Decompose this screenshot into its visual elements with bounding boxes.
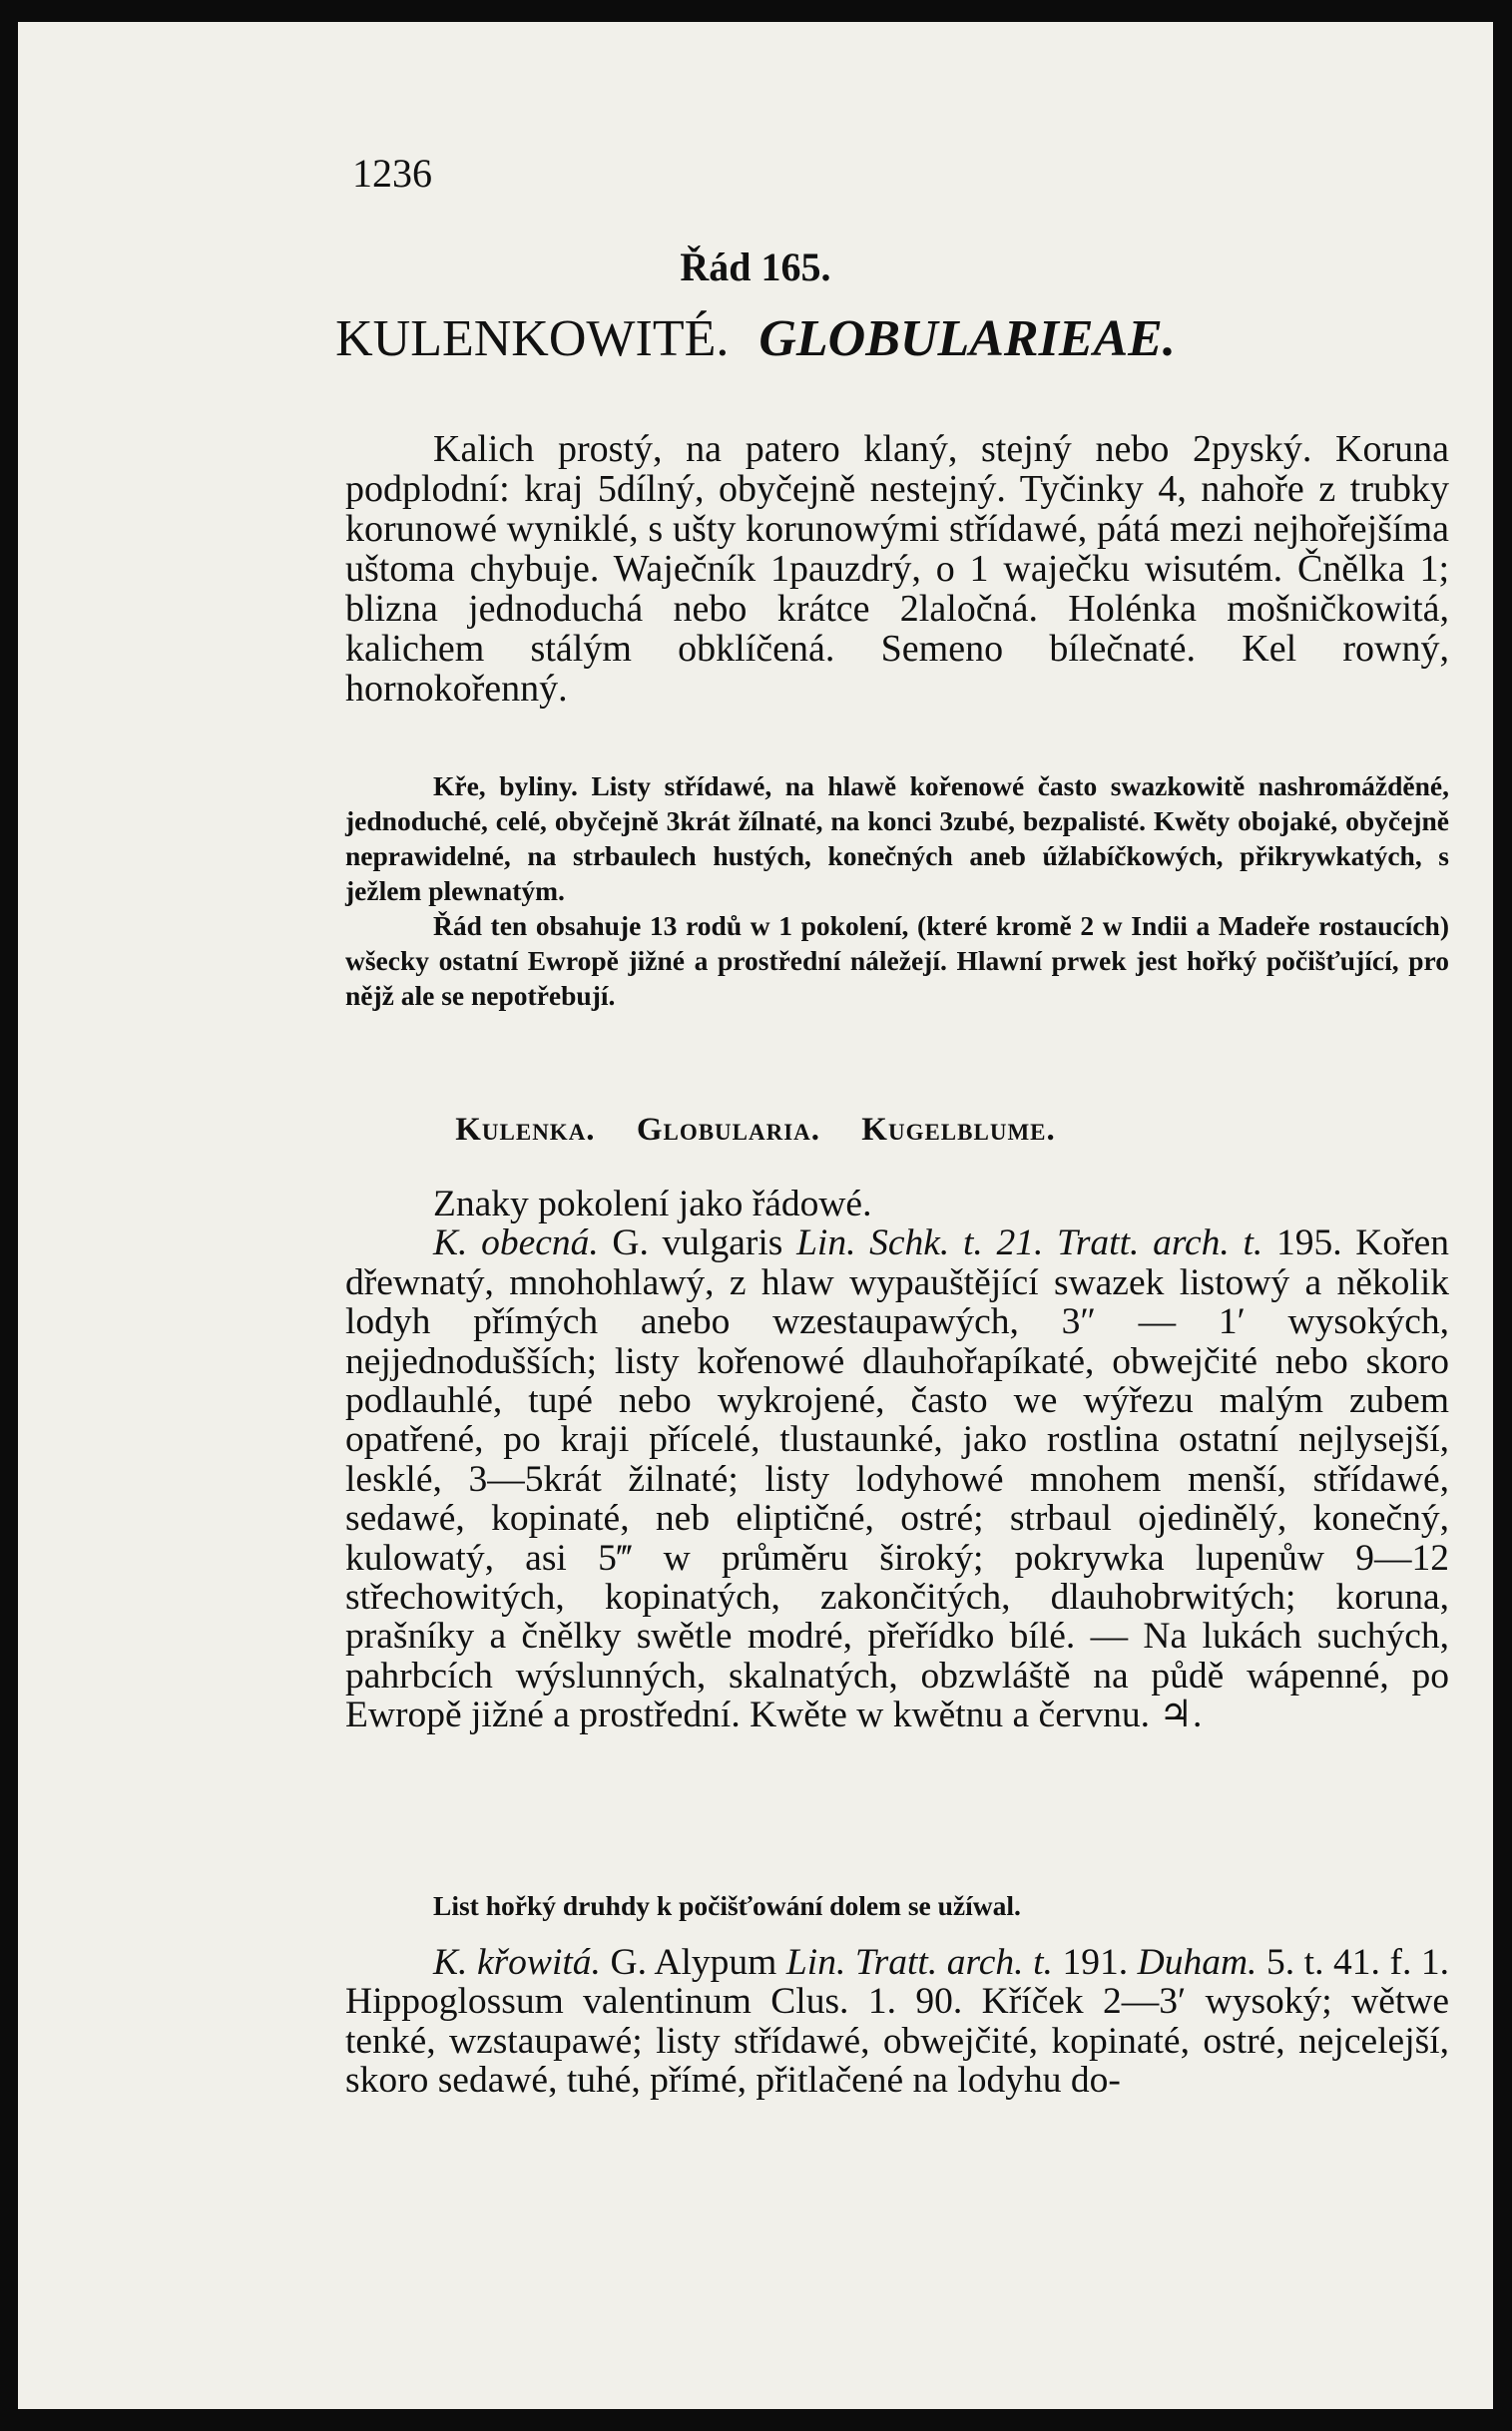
page-number: 1236 xyxy=(352,151,432,196)
notes-paragraph-2: Řád ten obsahuje 13 rodů w 1 pokolení, (které kromě 2 w Indii a Madeře rostaucích) wšecky ostatní Ewropě jižné a prostřední náležejí. Hlawní prwek jest hořký počišťující, pro nějž ale se nepotřebují. xyxy=(345,910,1449,1011)
notes-paragraph-1: Kře, byliny. Listy střídawé, na hlawě kořenowé často swazkowitě nashromážděné, jednoduché, celé, obyčejně 3krát žílnaté, na konci 3zubé, bezpalisté. Kwěty obojaké, obyčejně neprawidelné, na strbaulech hustých, konečných aneb úžlabíčkowých, přikrywkatých, s ježlem plewnatým. xyxy=(345,770,1449,906)
genus-intro: Znaky pokolení jako řádowé. xyxy=(433,1184,872,1224)
genus-heading xyxy=(18,1112,1493,1149)
species-1-note: List hořký druhdy k počišťowání dolem se užíwal. xyxy=(433,1890,1021,1921)
species-1-name: K. obecná. xyxy=(433,1222,599,1264)
species-1-ref-c: Tratt. arch. t. xyxy=(1057,1222,1263,1264)
species-1-ref-b: t. 21. xyxy=(963,1222,1044,1264)
species-2-ref-auth: Lin. Tratt. arch. t. xyxy=(785,1942,1053,1983)
family-czech: KULENKOWITÉ. xyxy=(335,310,730,367)
species-1-ref-auth: Lin. Schk. xyxy=(796,1222,950,1264)
species-2-description xyxy=(345,1943,1449,2101)
family-latin: GLOBULARIEAE. xyxy=(758,310,1176,367)
family-description xyxy=(345,429,1449,709)
family-heading xyxy=(18,309,1493,368)
order-heading: Řád 165. xyxy=(680,244,831,289)
family-notes xyxy=(345,768,1449,1013)
genus-czech: Kulenka. xyxy=(455,1112,596,1148)
species-2-ref-b: 191. xyxy=(1062,1942,1129,1983)
species-1-text: 195. Kořen dřewnatý, mnohohlawý, z hlaw wypauštějící swazek listowý a několik lodyh přímých anebo wzestaupawých, 3″ — 1′ wysokých, nejjednodušších; listy kořenowé dlauhořapíkaté, obwejčité nebo skoro podlauhlé, tupé nebo wykrojené, často we wýřezu malým zubem opatřené, po kraji přícelé, tlustaunké, jako rostlina ostatní nejlysejší, lesklé, 3—5krát žilnaté; listy lodyhowé mnohem menší, střídawé, sedawé, kopinaté, neb eliptičné, ostré; strbaul ojedinělý, konečný, kulowatý, asi 5‴ w průměru široký; pokrywka lupenůw 9—12 střechowitých, kopinatých, zakončitých, dlauhobrwitých; koruna, prašníky a čnělky swětle modré, přeřídko bílé. — Na lukách suchých, pahrbcích wýslunných, skalnatých, obzwláště na půdě wápenné, po Ewropě jižné a prostřední. Kwěte w kwětnu a červnu. ♃. xyxy=(345,1222,1449,1736)
species-2-name: K. křowitá. xyxy=(433,1942,601,1983)
species-2-ref-a: G. Alypum xyxy=(610,1942,777,1983)
genus-latin: Globularia. xyxy=(636,1112,821,1148)
species-2-ref-c: Duham. xyxy=(1137,1942,1258,1983)
genus-german: Kugelblume. xyxy=(861,1112,1056,1148)
description-paragraph: Kalich prostý, na patero klaný, stejný nebo 2pyský. Koruna podplodní: kraj 5dílný, obyčejně nestejný. Tyčinky 4, nahoře z trubky korunowé wyniklé, s ušty korunowými střídawé, pátá mezi nejhořejšíma uštoma chybuje. Waječník 1pauzdrý, o 1 waječku wisutém. Čnělka 1; blizna jednoduchá nebo krátce 2laločná. Holénka mošničkowitá, kalichem stálým obklíčená. Semeno bílečnaté. Kel rowný, hornokořenný. xyxy=(345,428,1449,710)
species-1-description xyxy=(345,1223,1449,1734)
species-2-text: 5. t. 41. f. 1. Hippoglossum valentinum Clus. 1. 90. Kříček 2—3′ wysoký; wětwe tenké, wzstaupawé; listy střídawé, obwejčité, kopinaté, ostré, nejcelejší, skoro sedawé, tuhé, přímé, přitlačené na lodyhu do- xyxy=(345,1942,1450,2102)
species-1-block xyxy=(345,1185,1449,1735)
species-1-ref-a: G. vulgaris xyxy=(612,1222,783,1264)
book-page xyxy=(18,22,1493,2409)
species-2-block xyxy=(345,1943,1449,2101)
species-1-note-block xyxy=(345,1888,1449,1923)
